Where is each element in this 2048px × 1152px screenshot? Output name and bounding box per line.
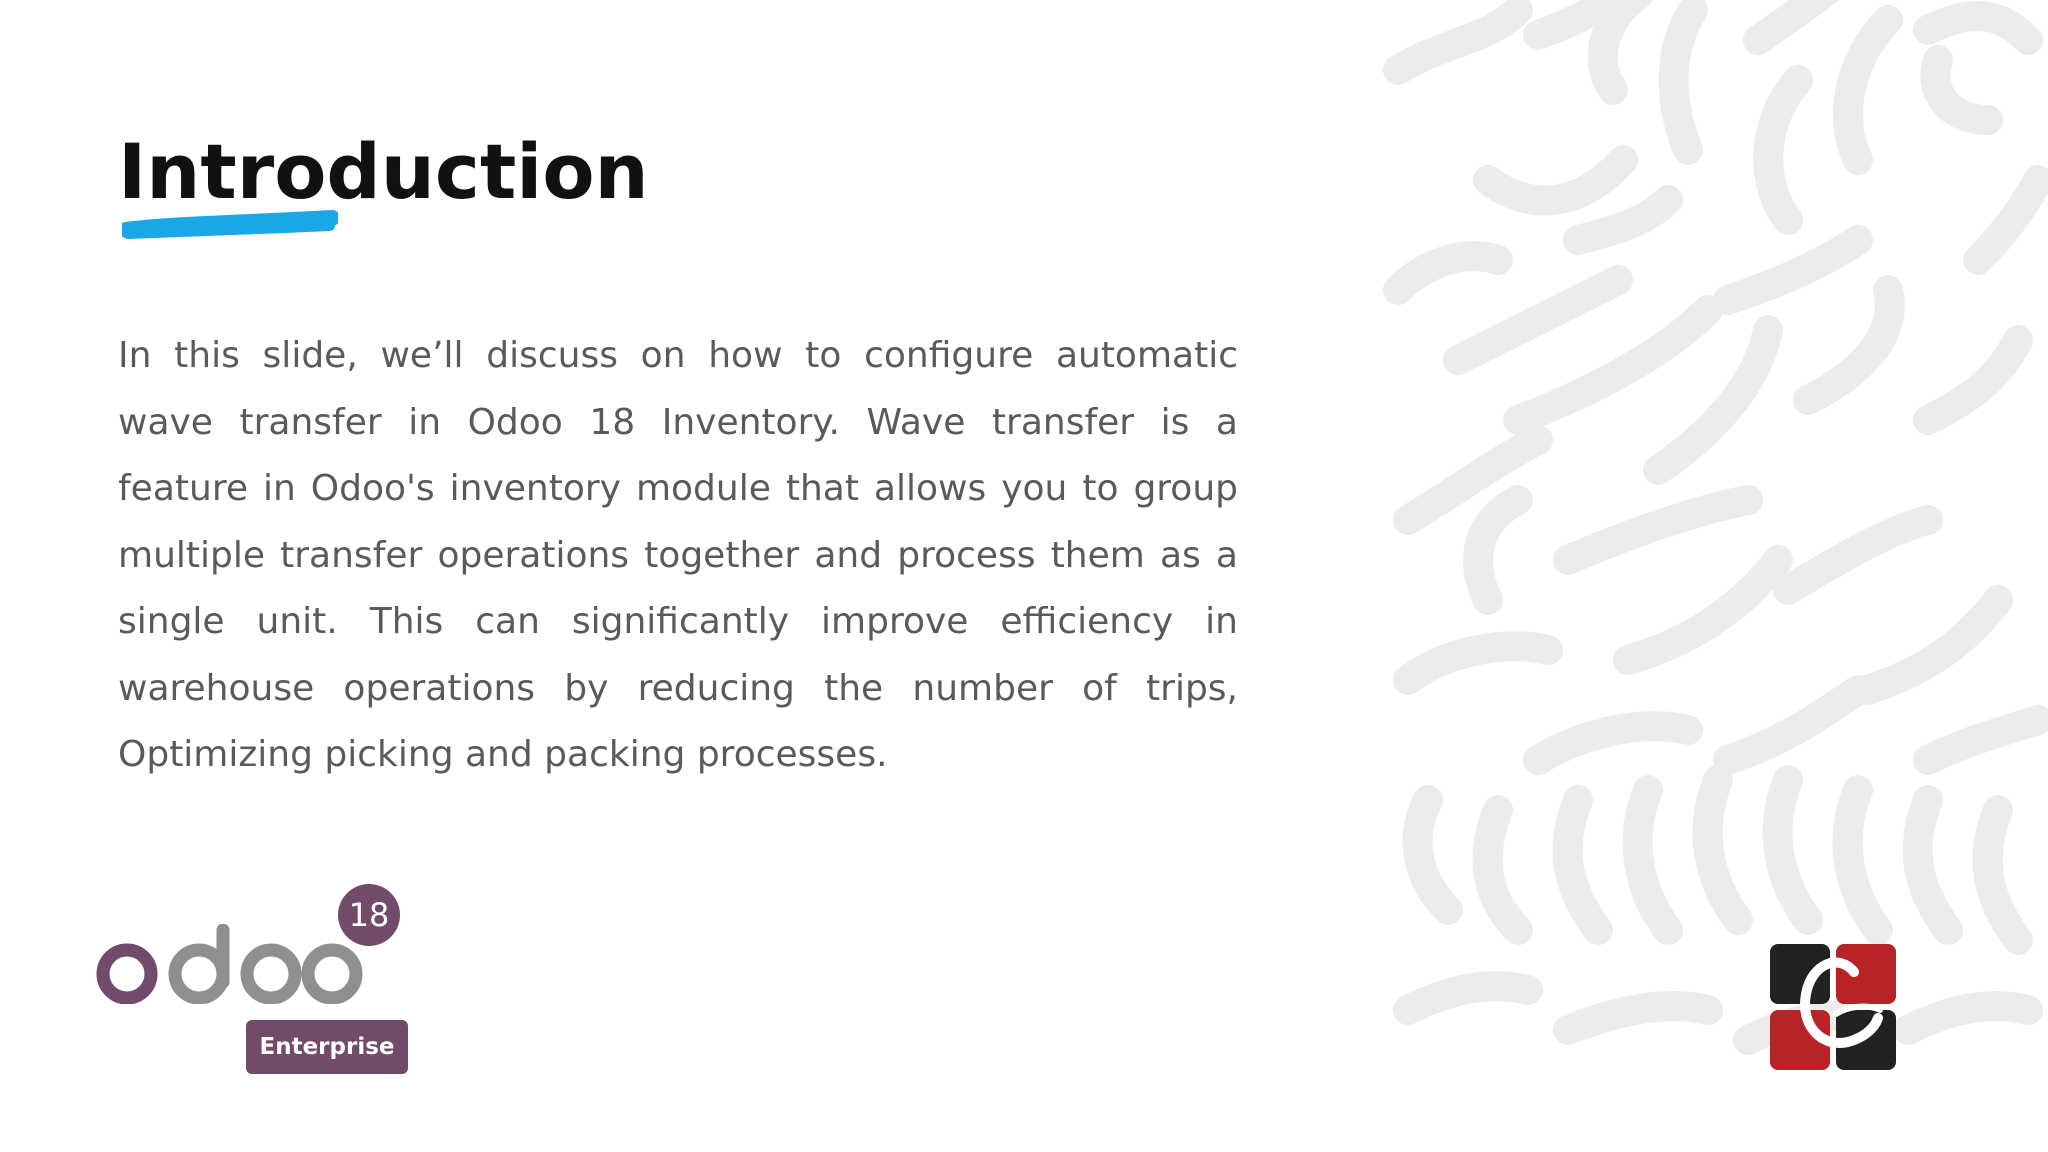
odoo-logo xyxy=(94,884,414,1076)
company-monogram-logo xyxy=(1770,944,1896,1070)
odoo-wordmark-icon xyxy=(94,924,364,1004)
decorative-pattern xyxy=(1368,0,2048,1152)
edition-badge: Enterprise xyxy=(246,1020,408,1074)
intro-paragraph: In this slide, we’ll discuss on how to configure automatic wave transfer in Odoo 18 Inventory. Wave transfer is a feature in Odoo's inventory module that allows you to group multiple transfer operations together and process them as a single unit. This can significantly improve efficiency in warehouse operations by reducing the number of trips, Optimizing picking and packing processes. xyxy=(118,335,1238,775)
slide-title: Introduction xyxy=(118,127,649,216)
title-underline-stroke xyxy=(122,206,338,242)
version-badge: 18 xyxy=(338,884,400,946)
